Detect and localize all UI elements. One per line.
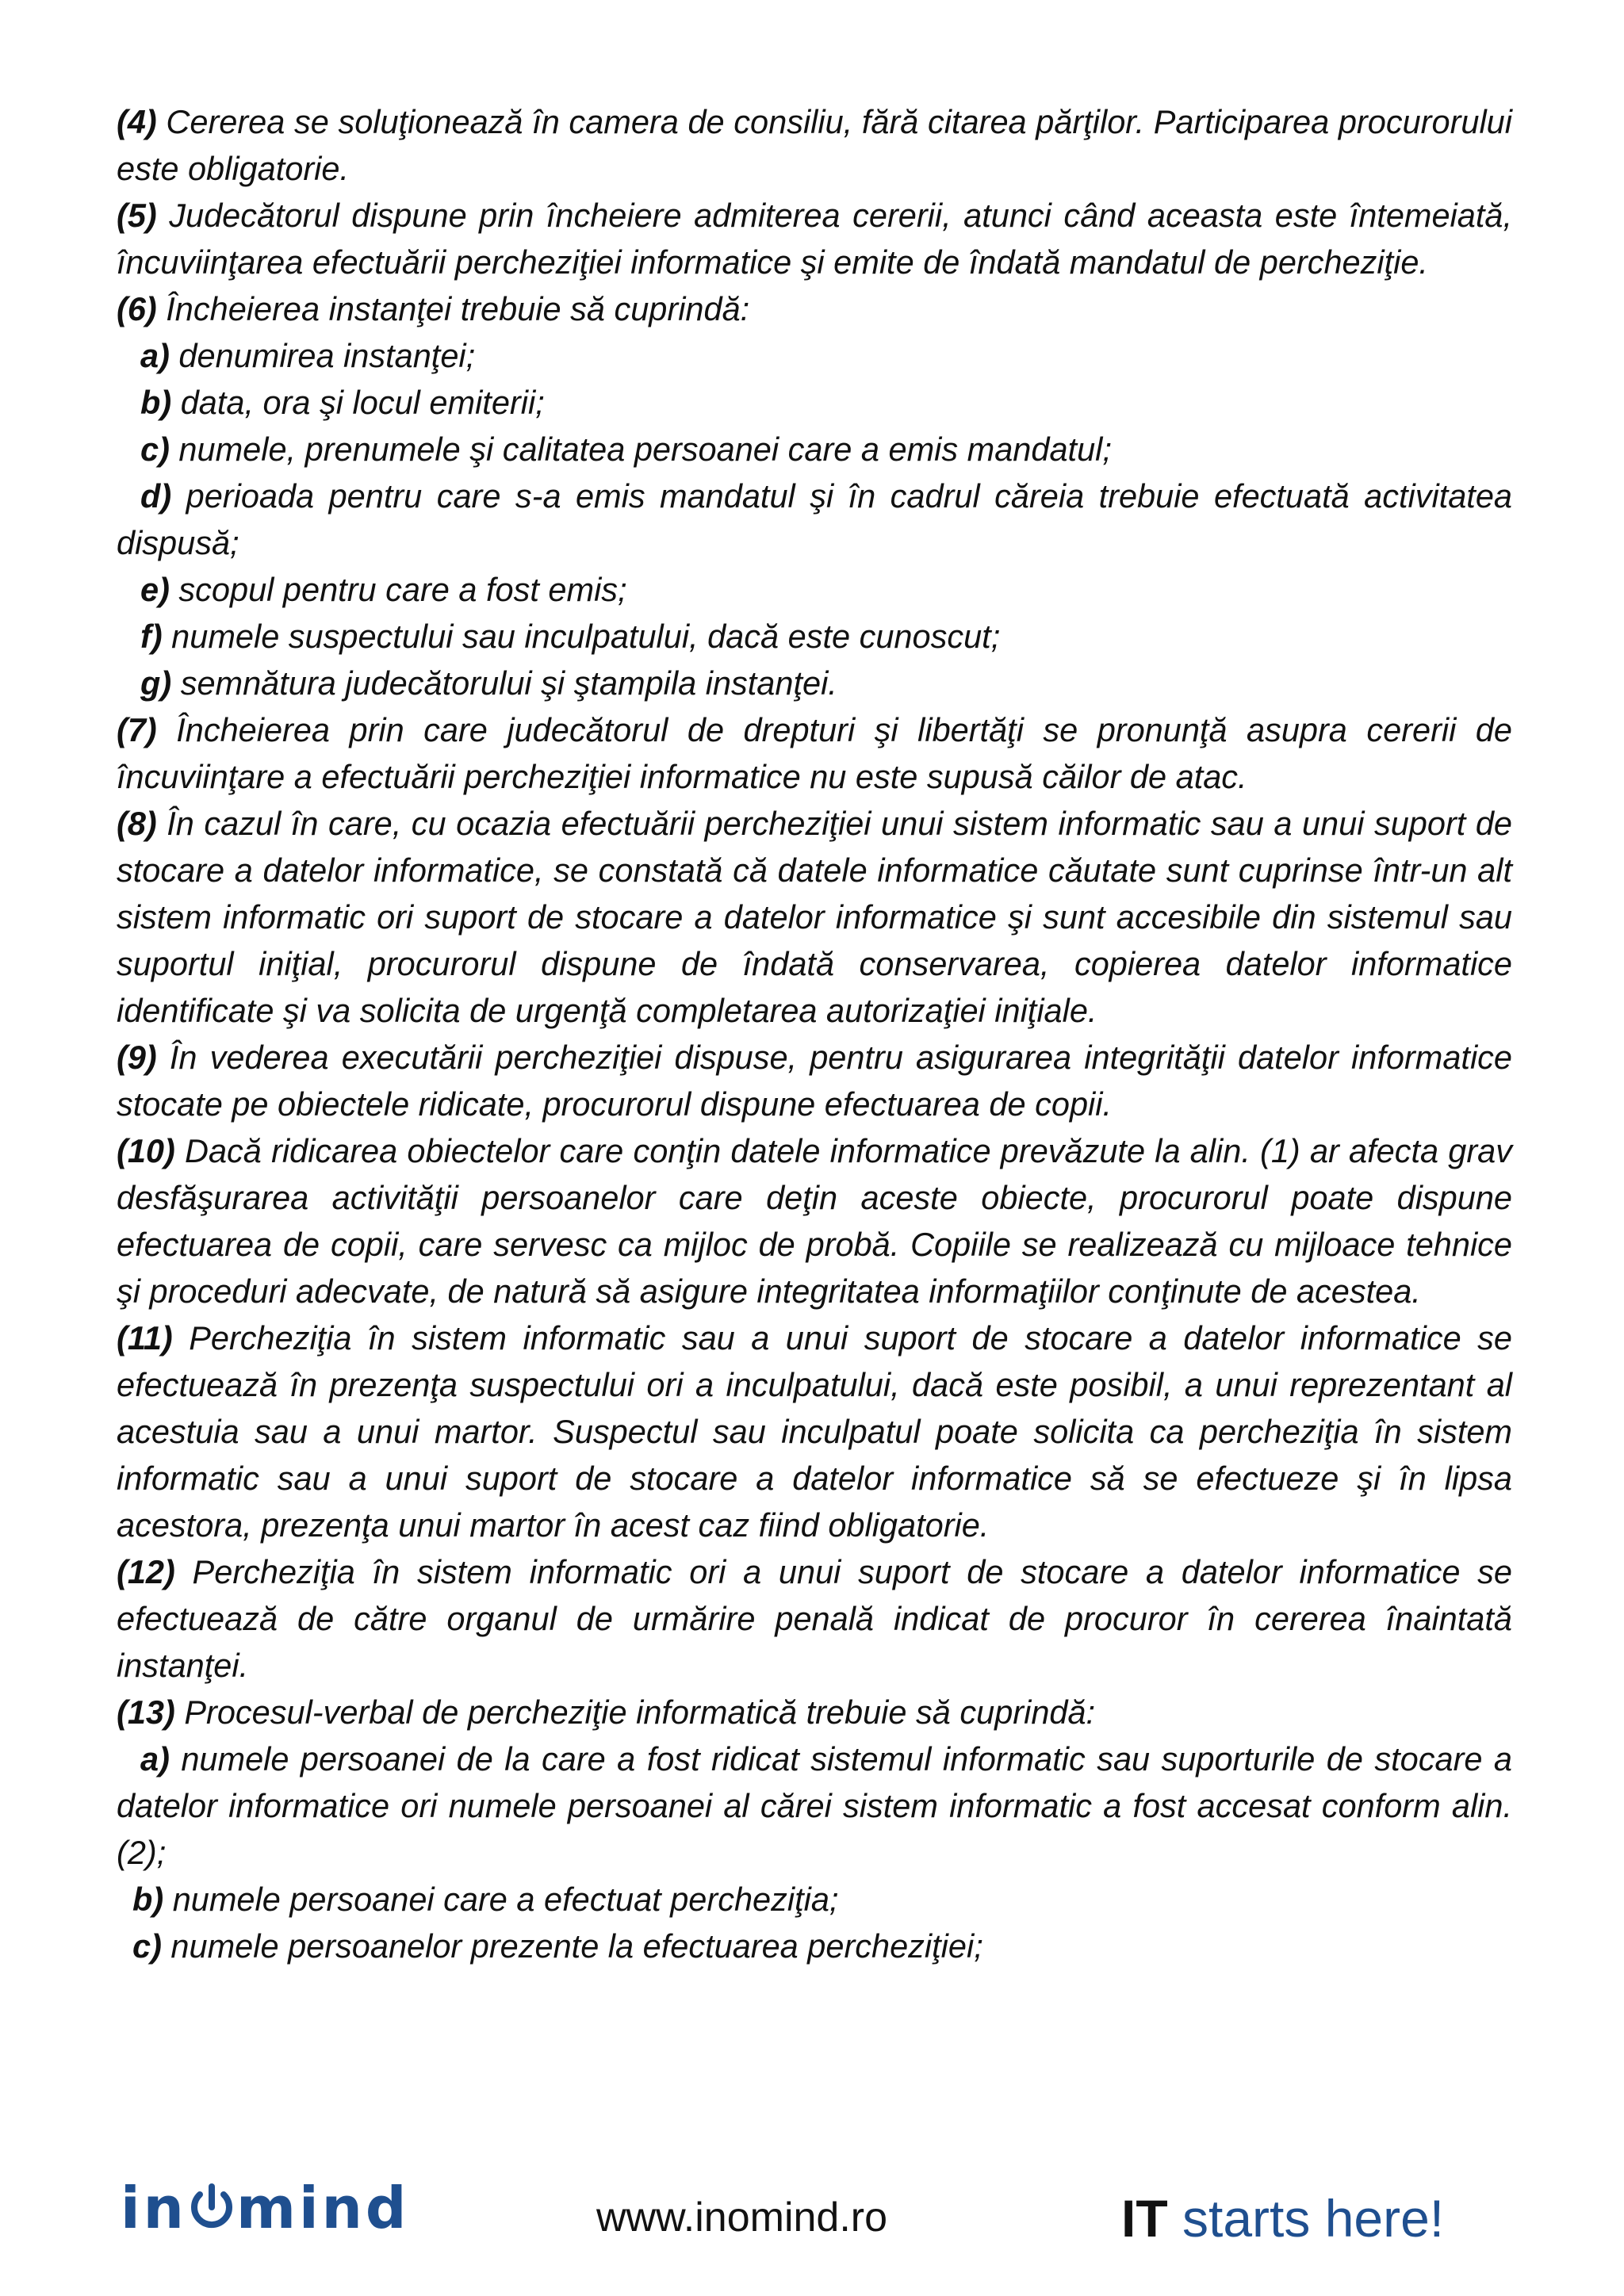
paragraph-number: (6) (117, 290, 157, 327)
list-item (117, 613, 1512, 660)
list-item-marker: f) (140, 618, 163, 655)
article-paragraph (117, 1548, 1512, 1689)
article-paragraph (117, 1034, 1512, 1127)
list-item (117, 332, 1512, 379)
paragraph-number: (7) (117, 711, 157, 748)
paragraph-text: Încheierea instanţei trebuie să cuprindă: (156, 290, 750, 327)
paragraph-text: Percheziţia în sistem informatic ori a unui suport de stocare a datelor informatice se efectuează de către organul de urmărire penală indicat de procuror în cererea înaintată instanţei. (117, 1553, 1512, 1684)
article-paragraph (117, 706, 1512, 800)
paragraph-number: (8) (117, 805, 157, 842)
logo-text-right: mind (236, 2175, 410, 2241)
list-item-text: numele, prenumele şi calitatea persoanei care a emis mandatul; (169, 430, 1112, 468)
list-item (117, 660, 1512, 706)
paragraph-number: (13) (117, 1693, 175, 1731)
article-paragraph (117, 192, 1512, 285)
website-link[interactable]: www.inomind.ro (596, 2195, 888, 2241)
list-item-marker: b) (132, 1881, 164, 1918)
list-item-marker: e) (140, 571, 170, 608)
list-item-text: numele persoanei care a efectuat percheziţia; (163, 1881, 839, 1918)
tagline-rest: starts here! (1167, 2189, 1445, 2248)
paragraph-text: Percheziţia în sistem informatic sau a unui suport de stocare a datelor informatice se efectuează în prezenţa suspectului ori a inculpatului, dacă este posibil, a unui reprezentant al acestuia sau a unui martor. Suspectul sau inculpatul poate solicita ca percheziţia în sistem informatic sau a unui suport de stocare a datelor informatice să se efectueze şi în lipsa acestora, prezenţa unui martor în acest caz fiind obligatorie. (117, 1319, 1512, 1544)
article-paragraph (117, 1689, 1512, 1735)
list-item (117, 1735, 1512, 1876)
list-item-marker: b) (140, 384, 172, 421)
list-item (117, 566, 1512, 613)
list-item-text: scopul pentru care a fost emis; (169, 571, 627, 608)
paragraph-text: În vederea executării percheziţiei dispuse, pentru asigurarea integrităţii datelor informatice stocate pe obiectele ridicate, procurorul dispune efectuarea de copii. (117, 1039, 1512, 1123)
article-paragraph (117, 800, 1512, 1034)
list-item-text: numele persoanei de la care a fost ridicat sistemul informatic sau suporturile de stocare a datelor informatice ori numele persoanei al cărei sistem informatic a fost accesat conform alin. (2); (117, 1740, 1512, 1871)
paragraph-text: Cererea se soluţionează în camera de consiliu, fără citarea părţilor. Participarea procurorului este obligatorie. (117, 103, 1512, 187)
list-item (117, 473, 1512, 566)
paragraph-text: Încheierea prin care judecătorul de drepturi şi libertăţi se pronunţă asupra cererii de încuviinţare a efectuării percheziţiei informatice nu este supusă căilor de atac. (117, 711, 1512, 795)
page-footer (0, 2172, 1624, 2267)
article-paragraph (117, 285, 1512, 332)
tagline-it: IT (1121, 2189, 1168, 2248)
article-paragraph (117, 98, 1512, 192)
paragraph-text: Dacă ridicarea obiectelor care conţin datele informatice prevăzute la alin. (1) ar afecta grav desfăşurarea activităţii persoanelor care deţin aceste obiecte, procurorul poate dispune efectuarea de copii, care servesc ca mijloc de probă. Copiile se realizează cu mijloace tehnice şi proceduri adecvate, de natură să asigure integritatea informaţiilor conţinute de acestea. (117, 1132, 1512, 1310)
list-item (117, 1876, 1512, 1923)
list-item (117, 1923, 1512, 1969)
inomind-logo[interactable] (121, 2172, 409, 2244)
list-item-marker: d) (140, 477, 172, 515)
list-item-text: numele suspectului sau inculpatului, dacă este cunoscut; (162, 618, 1001, 655)
paragraph-number: (10) (117, 1132, 175, 1169)
paragraph-text: Judecătorul dispune prin încheiere admiterea cererii, atunci când aceasta este întemeiată, încuviinţarea efectuării percheziţiei informatice şi emite de îndată mandatul de percheziţie. (117, 197, 1512, 281)
paragraph-number: (4) (117, 103, 157, 140)
list-item-marker: g) (140, 664, 172, 702)
document-body (117, 98, 1512, 1969)
list-item-text: semnătura judecătorului şi ştampila instanţei. (171, 664, 837, 702)
paragraph-number: (11) (117, 1319, 173, 1357)
paragraph-number: (12) (117, 1553, 175, 1590)
paragraph-text: În cazul în care, cu ocazia efectuării percheziţiei unui sistem informatic sau a unui suport de stocare a datelor informatice, se constată că datele informatice căutate sunt cuprinse într-un alt sistem informatic ori suport de stocare a datelor informatice şi sunt accesibile din sistemul sau suportul iniţial, procurorul dispune de îndată conservarea, copierea datelor informatice identificate şi va solicita de urgenţă completarea autorizaţiei iniţiale. (117, 805, 1512, 1029)
paragraph-number: (5) (117, 197, 157, 234)
list-item-marker: a) (140, 337, 170, 374)
list-item-marker: c) (140, 430, 170, 468)
list-item-text: perioada pentru care s-a emis mandatul şi în cadrul căreia trebuie efectuată activitatea dispusă; (117, 477, 1512, 561)
list-item-text: denumirea instanţei; (169, 337, 476, 374)
list-item-text: numele persoanelor prezente la efectuarea percheziţiei; (161, 1927, 983, 1965)
list-item-text: data, ora şi locul emiterii; (171, 384, 545, 421)
power-icon (189, 2183, 235, 2233)
list-item-marker: a) (140, 1740, 170, 1777)
list-item (117, 426, 1512, 473)
article-paragraph (117, 1314, 1512, 1548)
article-paragraph (117, 1127, 1512, 1314)
tagline (1121, 2187, 1444, 2250)
paragraph-text: Procesul-verbal de percheziţie informatică trebuie să cuprindă: (174, 1693, 1096, 1731)
logo-text-left: in (121, 2175, 187, 2241)
list-item-marker: c) (132, 1927, 162, 1965)
list-item (117, 379, 1512, 426)
paragraph-number: (9) (117, 1039, 157, 1076)
